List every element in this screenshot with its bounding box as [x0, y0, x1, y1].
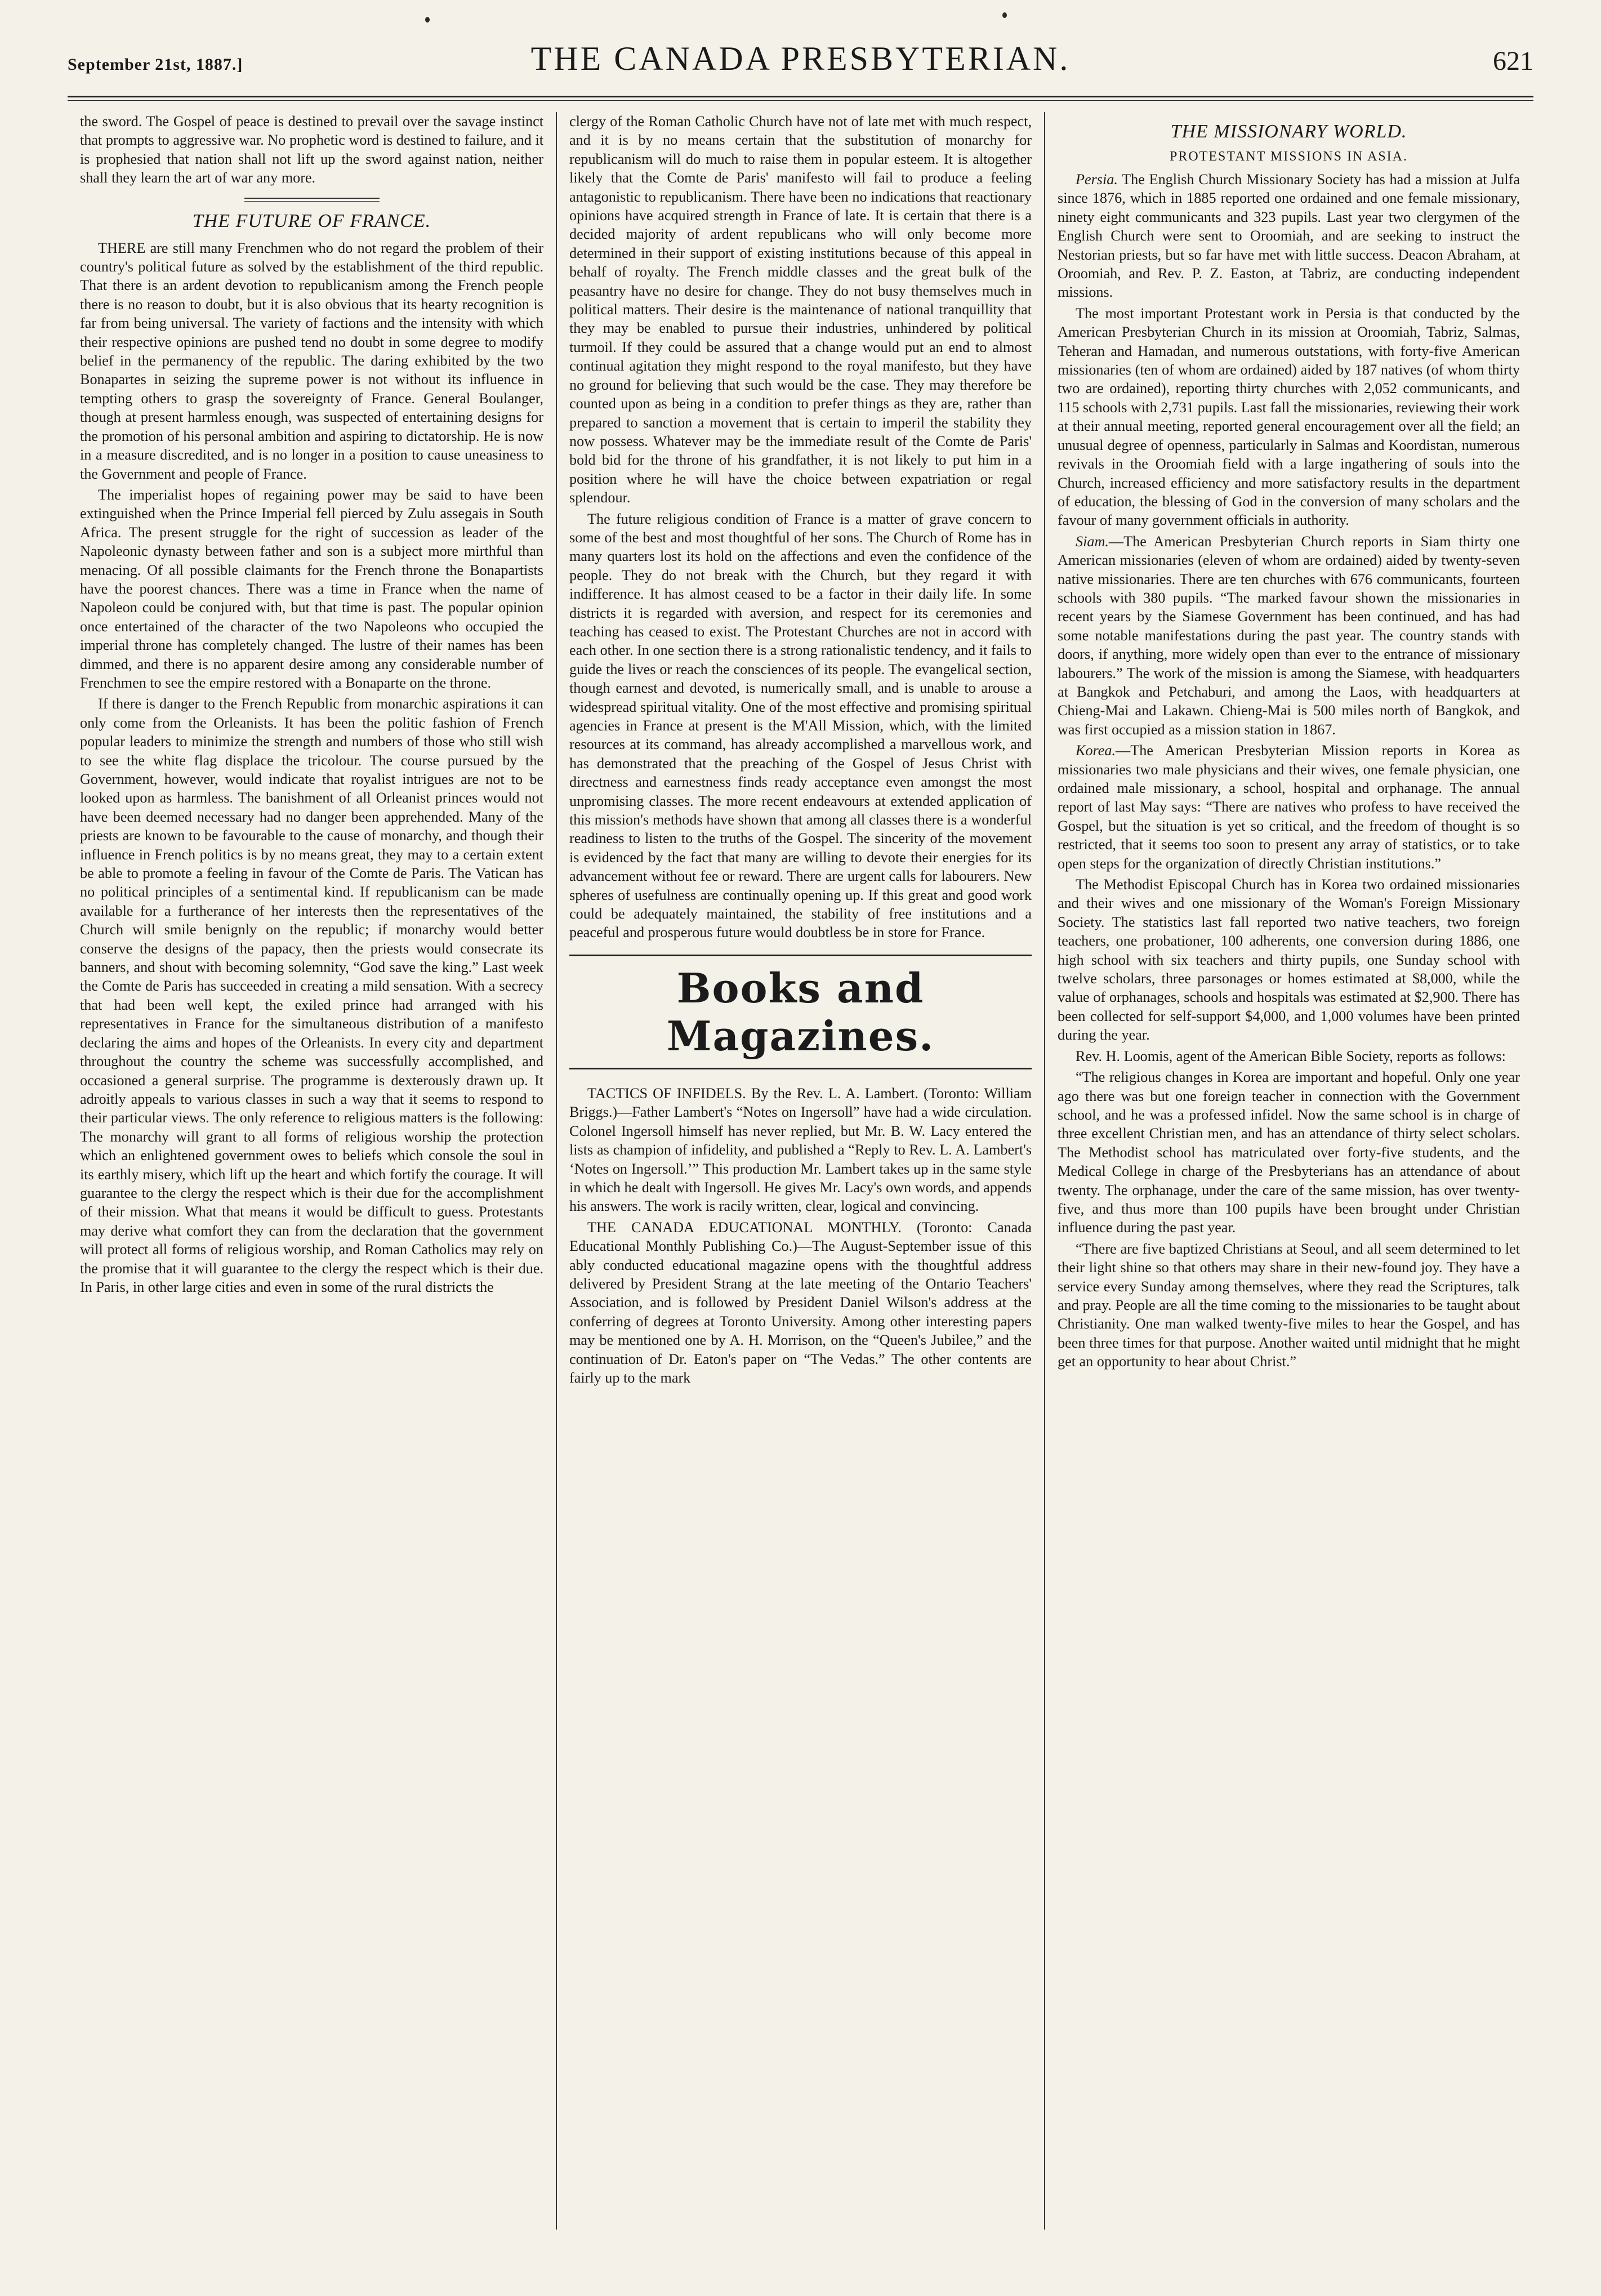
article-continuation: the sword. The Gospel of peace is destined to prevail over the savage instinct that prompts to aggressive war. No prophetic word is destined to failure, and it is prophesied that nation shall not lift up the sword against nation, neither shall they learn the art of war any more.	[80, 113, 543, 186]
france-paragraph-3: If there is danger to the French Republic from monarchic aspirations it can only come from the Orleanists. It has been the politic fashion of French popular leaders to minimize the strength and numbers of those who still wish to see the white flag displace the tricolour. The course pursued by the Government, however, would indicate that royalist intrigues are not to be looked upon as harmless. The banishment of all Orleanist princes would not have been deemed necessary had no danger been apprehended. Many of the priests are known to be favourable to the cause of monarchy, and though their influence in French politics is by no means great, they may to a certain extent be able to promote a feeling in favour of the Comte de Paris. The Vatican has no political principles of a sentimental kind. If republicanism can be made available for a furtherance of her interests then the representatives of the Church will smile benignly on the republic; if monarchy would better conserve the designs of the papacy, then the priests would consecrate its banners, and shout with becoming solemnity, “God save the king.” Last week the Comte de Paris has succeeded in creating a mild sensation. With a secrecy that had been well kept, the exiled prince had arranged with his representatives in France for the simultaneous distribution of a manifesto declaring the aims and hopes of the Orleanists. In every city and department throughout the country the scheme was successfully accomplished, and occasioned a general surprise. The programme is dexterously drawn up. It adroitly appeals to various classes in such a way that it seems to respond to their particular views. The only reference to religious matters is the following: The monarchy will grant to all forms of religious worship the protection which an enlightened government owes to beliefs which console the soul in its earthly misery, which lift up the heart and which fortify the courage. It will guarantee to the clergy the respect which is their due for the accomplishment of their mission. What that means it would be difficult to guess. Protestants may derive what comfort they can from the declaration that the government will protect all forms of religious worship, and Roman Catholics may rely on the promise that it will guarantee to the clergy the respect which is their due. In Paris, in other large cities and even in some of the rural districts the	[80, 696, 543, 1295]
page-number: 621	[1493, 46, 1533, 76]
print-speck	[1002, 12, 1007, 18]
persia-paragraph-2: The most important Protestant work in Persia is that conducted by the American Presbyterian Church in its mission at Oroomiah, Tabriz, Salmas, Teheran and Hamadan, and numerous outstations, with forty-five American missionaries (ten of whom are ordained) aided by 187 natives (of whom thirty two are ordained), reporting thirty churches with 2,052 communicants, and 115 schools with 2,731 pupils. Last fall the missionaries, reviewing their work at their annual meeting, reported general encouragement over all the field; an unusual degree of openness, particularly in Salmas and Koordistan, numerous revivals in the Oroomiah field with a large ingathering of souls into the Church, increased efficiency and more satisfactory results in the department of education, the blessing of God in the conversion of many scholars and the favour of many government officials in authority.	[1058, 305, 1520, 529]
header-rule	[68, 96, 1533, 101]
publication-title: THE CANADA PRESBYTERIAN.	[530, 40, 1071, 77]
korea-heading: Korea.	[1076, 742, 1116, 759]
korea-quote-2: “There are five baptized Christians at Seoul, and all seem determined to let their light shine so that others may share in their new-found joy. They have a service every Sunday among themselves, where they read the Scriptures, talk and pray. People are all the time coming to the missionaries to be taught about Christianity. One man walked twenty-five miles to hear the Gospel, and has been three times for that purpose. Another waited until midnight that he might get an opportunity to hear about Christ.”	[1058, 1240, 1520, 1370]
book-review-2-text: (Toronto: Canada Educational Monthly Publishing Co.)—The August-September issue of this ably conducted educational magazine opens with the thoughtful address delivered by President Strang at the late meeting of the Ontario Teachers' Association, and is followed by President Daniel Wilson's address at the conferring of degrees at Toronto University. Among other interesting papers may be mentioned one by A. H. Morrison, on the “Queen's Jubilee,” and the continuation of Dr. Eaton's paper on “The Vedas.” The other contents are fairly up to the mark	[569, 1219, 1032, 1386]
section-rule	[244, 198, 380, 202]
france-paragraph-2: The imperialist hopes of regaining power may be said to have been extinguished when the Prince Imperial fell pierced by Zulu assegais in South Africa. The present struggle for the right of succession as leader of the Napoleonic dynasty between father and son is a subject more mirthful than menacing. Of all possible claimants for the French throne the Bonapartists have the poorest chances. There was a time in France when the name of Napoleon could be conjured with, but that time is past. The popular opinion once entertained of the character of the two Napoleons who occupied the imperial throne has completely changed. The lustre of their names has been dimmed, and there is no apparent desire among any considerable number of Frenchmen to see the empire restored with a Bonaparte on the throne.	[80, 486, 543, 691]
france-paragraph-5: The future religious condition of France is a matter of grave concern to some of the best and most thoughtful of her sons. The Church of Rome has in many quarters lost its hold on the affections and even the confidence of the people. They do not break with the Church, but they regard it with indifference. It has almost ceased to be a factor in their daily life. In some districts it is regarded with aversion, and respect for its ceremonies and teaching has ceased to exist. The Protestant Churches are not in accord with each other. In one section there is a strong rationalistic tendency, and it fails to guide the lives or reach the consciences of its people. The evangelical section, though earnest and devoted, is numerically small, and is unable to arouse a widespread spiritual vitality. One of the most effective and promising spiritual agencies in France at present is the M'All Mission, which, with the limited resources at its command, has already accomplished a marvellous work, and has demonstrated that the preaching of the Gospel of Jesus Christ with directness and earnestness finds ready acceptance even amongst the most unpromising classes. The more recent endeavours at extended application of this mission's methods have shown that among all classes there is a wonderful readiness to listen to the truths of the Gospel. The sincerity of the movement is evidenced by the fact that many are willing to devote their energies for its advancement without fee or reward. There are urgent calls for labourers. New spheres of usefulness are continually opening up. If this great and good work could be adequately maintained, the stability of free institutions and a peaceful and prosperous future would doubtless be in store for France.	[569, 510, 1032, 941]
book-title-1: TACTICS OF INFIDELS.	[587, 1085, 746, 1102]
missions-in-asia-subtitle: PROTESTANT MISSIONS IN ASIA.	[1169, 149, 1408, 164]
missionary-world-title: THE MISSIONARY WORLD.	[1170, 121, 1407, 142]
siam-heading: Siam.	[1076, 533, 1109, 550]
page-header	[68, 39, 1533, 90]
persia-heading: Persia.	[1076, 171, 1118, 188]
book-title-2: THE CANADA EDUCATIONAL MONTHLY.	[587, 1219, 902, 1236]
siam-text: —The American Presbyterian Church reports in Siam thirty one American missionaries (eleven of whom are ordained) aided by twenty-seven native missionaries. There are ten churches with 676 communicants, fourteen schools with 380 pupils. “The marked favour shown the missionaries in recent years by the Siamese Government has been continued, and has had some notable manifestations during the past year. The country stands with doors, if anything, more widely open than ever to the entrance of missionary labourers.” The work of the mission is among the Siamese, with headquarters at Bangkok and Petchaburi, and among the Laos, with headquarters at Chieng-Mai and Lakawn. Chieng-Mai is 500 miles north of Bangkok, and was first occupied as a mission station in 1867.	[1058, 533, 1520, 738]
korea-paragraph-2: The Methodist Episcopal Church has in Korea two ordained missionaries and their wives and one missionary of the Woman's Foreign Missionary Society. The statistics last fall reported two native teachers, two foreign teachers, one probationer, 100 adherents, one conversion during 1886, one high school with six teachers and thirty pupils, one Sunday school with twelve scholars, three parsonages or homes estimated at $8,000, while the value of orphanages, schools and hospitals was estimated at $2,900. There has been collected for self-support $4,000, and 1,000 volumes have been printed during the year.	[1058, 876, 1520, 1044]
france-paragraph-4: clergy of the Roman Catholic Church have not of late met with much respect, and it is by no means certain that the substitution of monarchy for republicanism will do much to raise them in popular esteem. It is altogether likely that the Comte de Paris' manifesto will fail to produce a feeling antagonistic to republicanism. There have been no indications that reactionary opinions have acquired strength in France of late. It is certain that there is a decided majority of ardent republicans who will only become more determined in their support of existing institutions because of this appeal in behalf of royalty. The French middle classes and the great bulk of the peasantry have no desire for change. They do not busy themselves much in political matters. Their desire is the maintenance of national tranquillity that they may be enabled to pursue their industries, unhindered by political turmoil. If they could be assured that a change would put an end to almost continual agitation they might respond to the royal manifesto, but they have no ground for believing that such would be the case. They may therefore be counted upon as being in a condition to prefer things as they are, rather than prepared to sanction a movement that is certain to imperil the stability they now possess. Whatever may be the immediate result of the Comte de Paris' bold bid for the throne of his grandfather, it is not likely to put him in a position where he will have the choice between expatriation or regal splendour.	[569, 113, 1032, 506]
korea-paragraph-1	[1058, 741, 1520, 873]
column-2	[556, 112, 1044, 2230]
issue-date: September 21st, 1887.]	[68, 55, 243, 74]
book-review-2	[569, 1218, 1032, 1388]
persia-paragraph-1	[1058, 170, 1520, 302]
book-review-1	[569, 1084, 1032, 1216]
books-and-magazines-title: Books and Magazines.	[569, 955, 1032, 1069]
future-of-france-title: THE FUTURE OF FRANCE.	[192, 210, 431, 231]
korea-quote-1: “The religious changes in Korea are important and hopeful. Only one year ago there was but one foreign teacher in connection with the Government school, and he was a professed infidel. Now the same school is in charge of three excellent Christian men, and has an attendance of thirty select scholars. The Methodist school has matriculated over forty-five students, and the Medical College in charge of the Presbyterians has an attendance of about twenty. The orphanage, under the care of the same mission, has over twenty-five, and thus more than 100 pupils have been brought under Christian influence during the past year.	[1058, 1069, 1520, 1236]
korea-paragraph-3: Rev. H. Loomis, agent of the American Bible Society, reports as follows:	[1076, 1047, 1506, 1064]
columns	[68, 112, 1533, 2230]
column-3	[1044, 112, 1532, 2230]
persia-text-1: The English Church Missionary Society has had a mission at Julfa since 1876, which in 1885 reported one ordained and one female missionary, ninety eight communicants and 323 pupils. Last year two clergymen of the English Church were sent to Oroomiah, and are seeking to instruct the Nestorian priests, but so far have met with little success. Deacon Abraham, at Oroomiah, and Rev. P. Z. Easton, at Tabriz, are conducting independent missions.	[1058, 171, 1520, 301]
korea-text-1: —The American Presbyterian Mission reports in Korea as missionaries two male physicians and their wives, one female physician, one ordained male missionary, a school, hospital and orphanage. The annual report of last May says: “There are natives who profess to have received the Gospel, but the situation is yet so critical, and the freedom of thought is so restricted, that it seems too soon to present any array of statistics, or to take open steps for the organization of directly Christian institutions.”	[1058, 742, 1520, 872]
france-paragraph-1: THERE are still many Frenchmen who do not regard the problem of their country's political future as solved by the establishment of the third republic. That there is an ardent devotion to republicanism among the French people there is no reason to doubt, but it is also obvious that its hearty recognition is far from being universal. The variety of factions and the intensity with which their respective opinions are pushed tend no doubt in some degree to modify belief in the permanency of the republic. The daring exhibited by the two Bonapartes in seizing the supreme power is not without its influence in tempting others to grasp the sovereignty of France. General Boulanger, though at present harmless enough, was suspected of entertaining designs for the promotion of his personal ambition and aspiring to dictatorship. He is now in a measure discredited, and is no longer in a position to cause uneasiness to the Government and people of France.	[80, 239, 543, 482]
print-speck	[425, 17, 430, 23]
book-review-1-text: By the Rev. L. A. Lambert. (Toronto: William Briggs.)—Father Lambert's “Notes on Ingersoll” have had a wide circulation. Colonel Ingersoll himself has never replied, but Mr. B. W. Lacy entered the lists as champion of infidelity, and published a “Reply to Rev. L. A. Lambert's ‘Notes on Ingersoll.’” This production Mr. Lambert takes up in the same style in which he dealt with Ingersoll. He gives Mr. Lacy's own words, and appends his answers. The work is racily written, clear, logical and convincing.	[569, 1085, 1032, 1215]
column-1	[68, 112, 556, 2230]
siam-paragraph	[1058, 532, 1520, 739]
